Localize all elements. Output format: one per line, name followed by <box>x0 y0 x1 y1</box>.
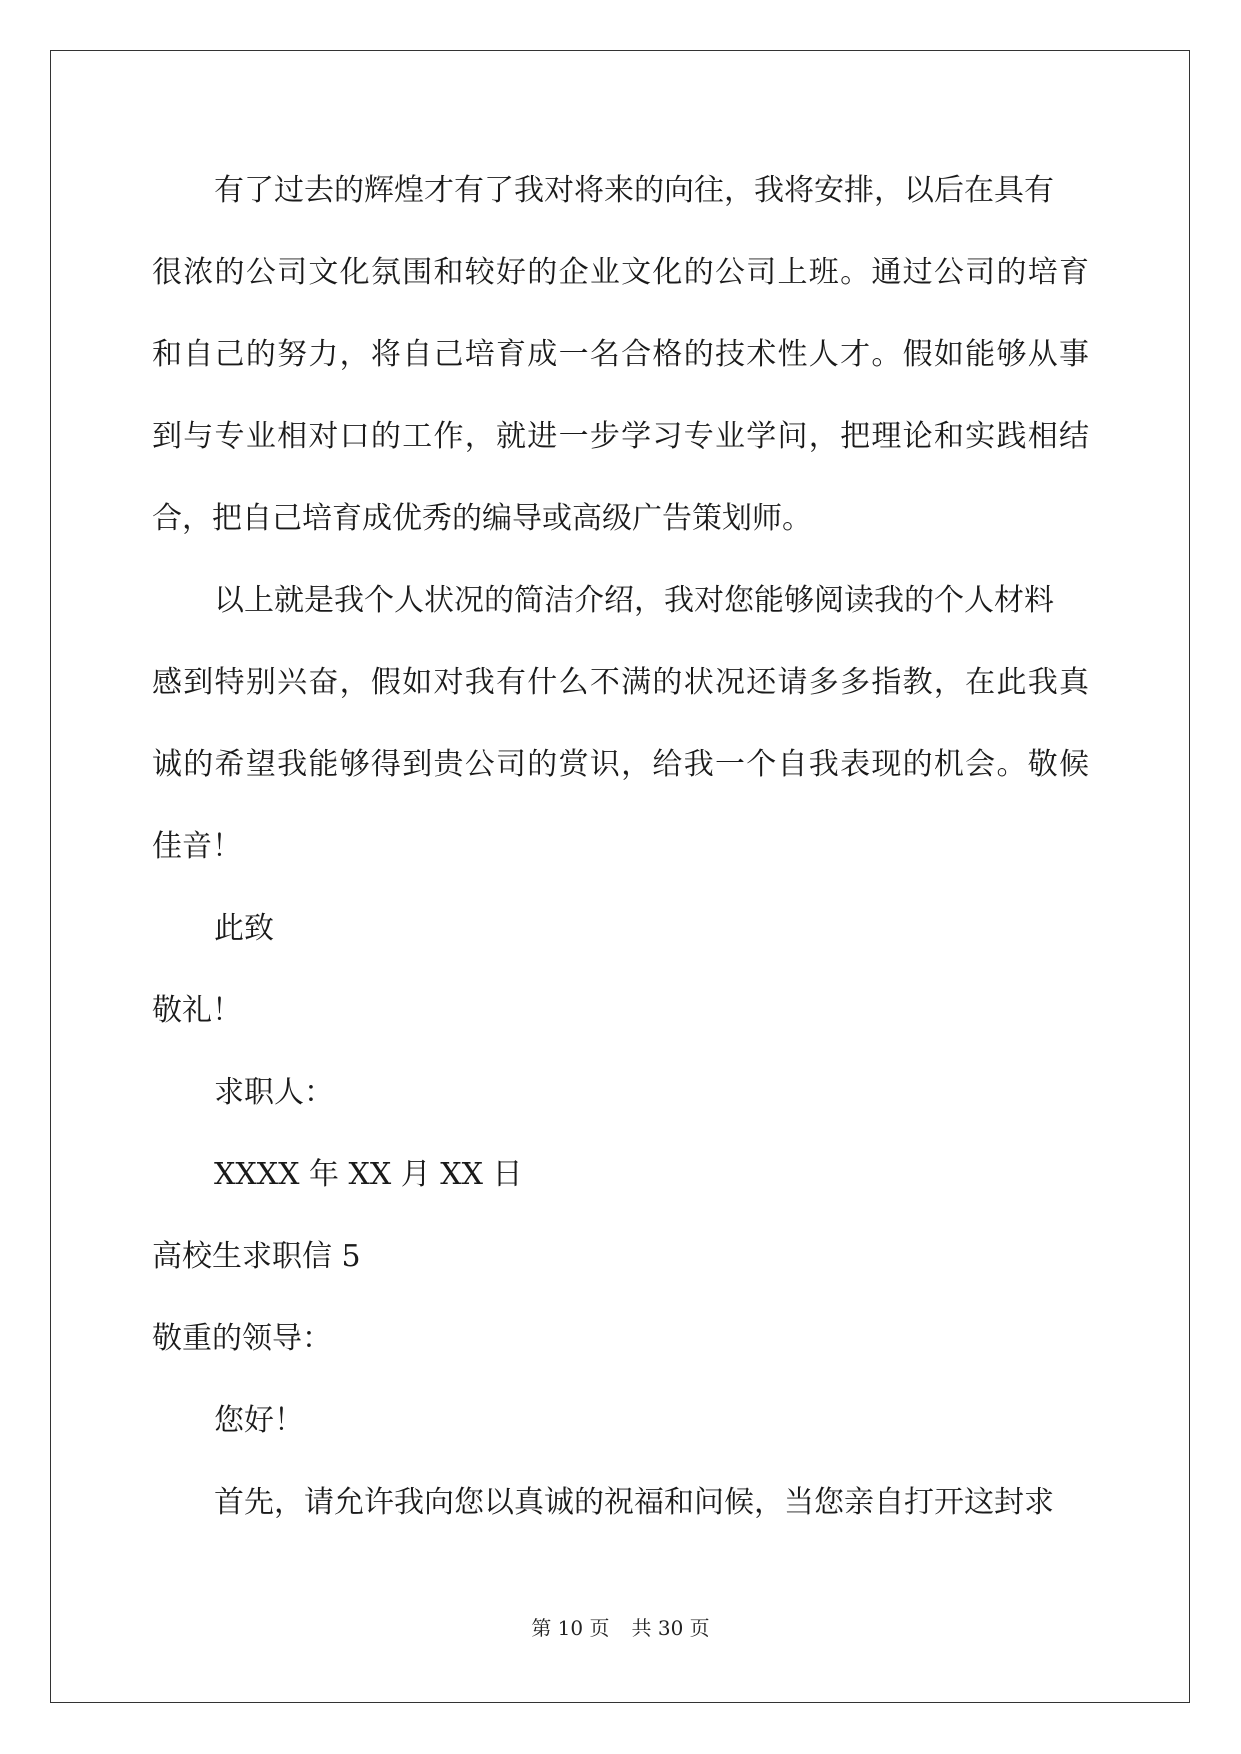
paragraph-line: 合，把自己培育成优秀的编导或高级广告策划师。 <box>152 501 812 536</box>
paragraph-line: 以上就是我个人状况的简洁介绍，我对您能够阅读我的个人材料 <box>214 583 1054 618</box>
paragraph-line: 有了过去的辉煌才有了我对将来的向往，我将安排，以后在具有 <box>214 173 1054 208</box>
letter-greeting: 敬重的领导： <box>152 1321 332 1356</box>
page-footer <box>0 1612 1241 1641</box>
applicant-label: 求职人： <box>214 1075 334 1110</box>
letter-hello: 您好！ <box>214 1403 304 1438</box>
document-body <box>152 163 1089 1557</box>
paragraph-line: 很浓的公司文化氛围和较好的企业文化的公司上班。通过公司的培育 <box>152 255 1089 290</box>
page-number: 第 10 页 <box>531 1616 610 1640</box>
paragraph-line: 到与专业相对口的工作，就进一步学习专业学问，把理论和实践相结 <box>152 419 1089 454</box>
section-title: 高校生求职信 5 <box>152 1239 361 1274</box>
letter-date: XXXX 年 XX 月 XX 日 <box>214 1157 523 1192</box>
paragraph-line: 诚的希望我能够得到贵公司的赏识，给我一个自我表现的机会。敬候 <box>152 747 1089 782</box>
closing-salutation: 此致 <box>214 911 274 946</box>
paragraph-line: 感到特别兴奋，假如对我有什么不满的状况还请多多指教，在此我真 <box>152 665 1089 700</box>
paragraph-line: 首先，请允许我向您以真诚的祝福和问候，当您亲自打开这封求 <box>214 1485 1054 1520</box>
closing-regards: 敬礼！ <box>152 993 242 1028</box>
paragraph-line: 和自己的努力，将自己培育成一名合格的技术性人才。假如能够从事 <box>152 337 1089 372</box>
page-total: 共 30 页 <box>631 1616 710 1640</box>
paragraph-line: 佳音！ <box>152 829 242 864</box>
